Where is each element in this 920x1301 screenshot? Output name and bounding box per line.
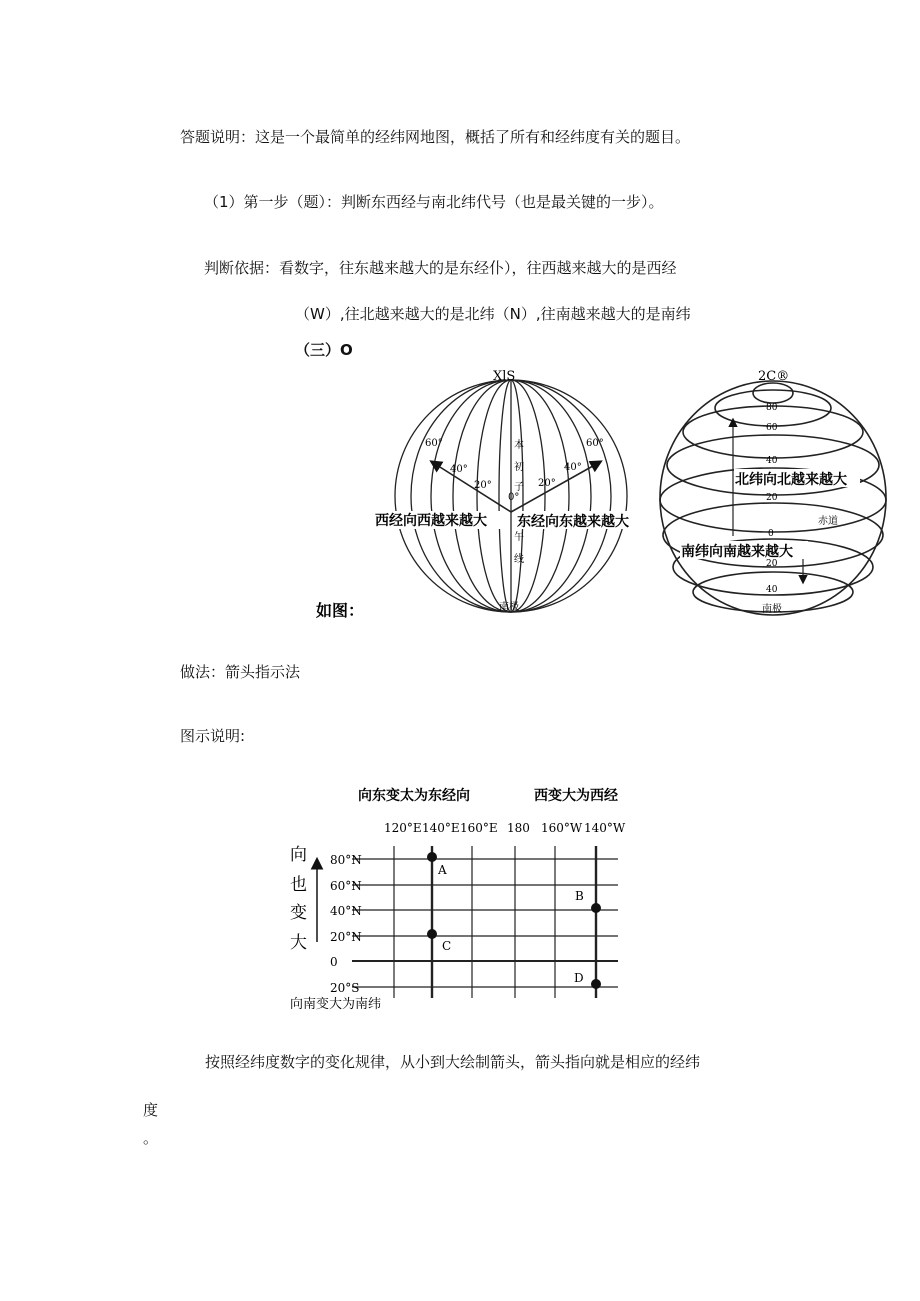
step1-text: （1）第一步（题）：判断东西经与南北纬代号（也是最关键的一步）。 [204, 193, 664, 211]
globes-figure [0, 0, 920, 640]
west-num-60: 60° [425, 438, 443, 449]
bottom-caption: 向南变大为南纬 [290, 997, 382, 1012]
method-text: 做法：箭头指示法 [180, 663, 301, 681]
grid-title-west: 西变大为西经 [534, 788, 618, 804]
point-b [591, 903, 601, 913]
lat-label-40: 40 [766, 456, 778, 466]
grid-title-east: 向东变太为东经向 [358, 788, 470, 804]
vertical-caption-1: 向 [290, 845, 307, 865]
lon-label-5: 160°W [541, 821, 583, 835]
lat-label-20n: 20 [766, 493, 778, 503]
lat-label-20s: 20 [766, 559, 778, 569]
rule-text-3: 。 [143, 1129, 159, 1147]
rule-text-1: 按照经纬度数字的变化规律，从小到大绘制箭头，箭头指向就是相应的经纬 [205, 1053, 701, 1071]
lat-label-5: 0 [330, 955, 338, 969]
lon-label-4: 180 [507, 821, 530, 835]
lon-label-1: 120°E [384, 821, 422, 835]
grid-figure [0, 760, 920, 1020]
north-caption: 北纬向北越来越大 [735, 472, 847, 488]
figure-caption: 如图： [316, 601, 365, 620]
south-caption: 南纬向南越来越大 [681, 544, 793, 560]
rule-text-2: 度 [143, 1101, 159, 1119]
west-num-40: 40° [450, 464, 468, 475]
left-globe-bottom-label: 南极 [499, 602, 519, 613]
meridian-char-4: 午 [514, 532, 524, 543]
east-caption: 东经向东越来越大 [517, 514, 629, 530]
lat-label-3: 40°N [330, 904, 362, 918]
basis-text-1: 判断依据：看数字，往东越来越大的是东经仆），往西越来越大的是西经 [204, 259, 677, 277]
lat-label-1: 80°N [330, 853, 362, 867]
lon-label-6: 140°W [584, 821, 626, 835]
west-caption: 西经向西越来越大 [375, 513, 487, 529]
right-globe-top-label: 2C® [758, 369, 790, 384]
vertical-caption-3: 变 [290, 903, 307, 923]
lat-label-2: 60°N [330, 879, 362, 893]
point-d [591, 979, 601, 989]
lat-label-6: 20°S [330, 981, 360, 995]
vertical-caption-4: 大 [290, 933, 307, 953]
east-num-20: 20° [538, 478, 556, 489]
prime-zero-label: 0° [508, 492, 520, 503]
vertical-caption-2: 也 [290, 875, 307, 895]
meridian-char-1: 本 [514, 440, 524, 451]
east-num-40: 40° [564, 462, 582, 473]
grid-lines [317, 846, 618, 998]
right-globe-bottom-label: 南极 [762, 604, 782, 615]
intro-text: 答题说明：这是一个最简单的经纬网地图，概括了所有和经纬度有关的题目。 [180, 128, 691, 146]
left-globe-top-label: XlS [493, 369, 516, 384]
point-a [427, 852, 437, 862]
west-num-20: 20° [474, 480, 492, 491]
meridian-char-5: 线 [514, 554, 524, 565]
lat-label-80: 80 [766, 403, 778, 413]
east-num-60: 60° [586, 438, 604, 449]
point-c-label: C [442, 939, 452, 953]
lon-label-3: 160°E [460, 821, 498, 835]
point-d-label: D [574, 971, 584, 985]
lat-label-60: 60 [766, 423, 778, 433]
lat-label-4: 20°N [330, 930, 362, 944]
point-c [427, 929, 437, 939]
lat-label-40s: 40 [766, 585, 778, 595]
meridian-char-3: 子 [514, 482, 524, 493]
point-b-label: B [575, 889, 584, 903]
meridian-char-2: 初 [514, 462, 524, 473]
point-a-label: A [438, 863, 447, 877]
lat-label-0: 0 [768, 529, 774, 539]
basis-text-2: （W）,往北越来越大的是北纬（N）,往南越来越大的是南纬 [295, 305, 691, 323]
basis-text-3: （三）O [295, 341, 353, 359]
lon-label-2: 140°E [422, 821, 460, 835]
legend-note: 图示说明: [180, 727, 246, 745]
equator-label: 赤道 [818, 516, 838, 527]
